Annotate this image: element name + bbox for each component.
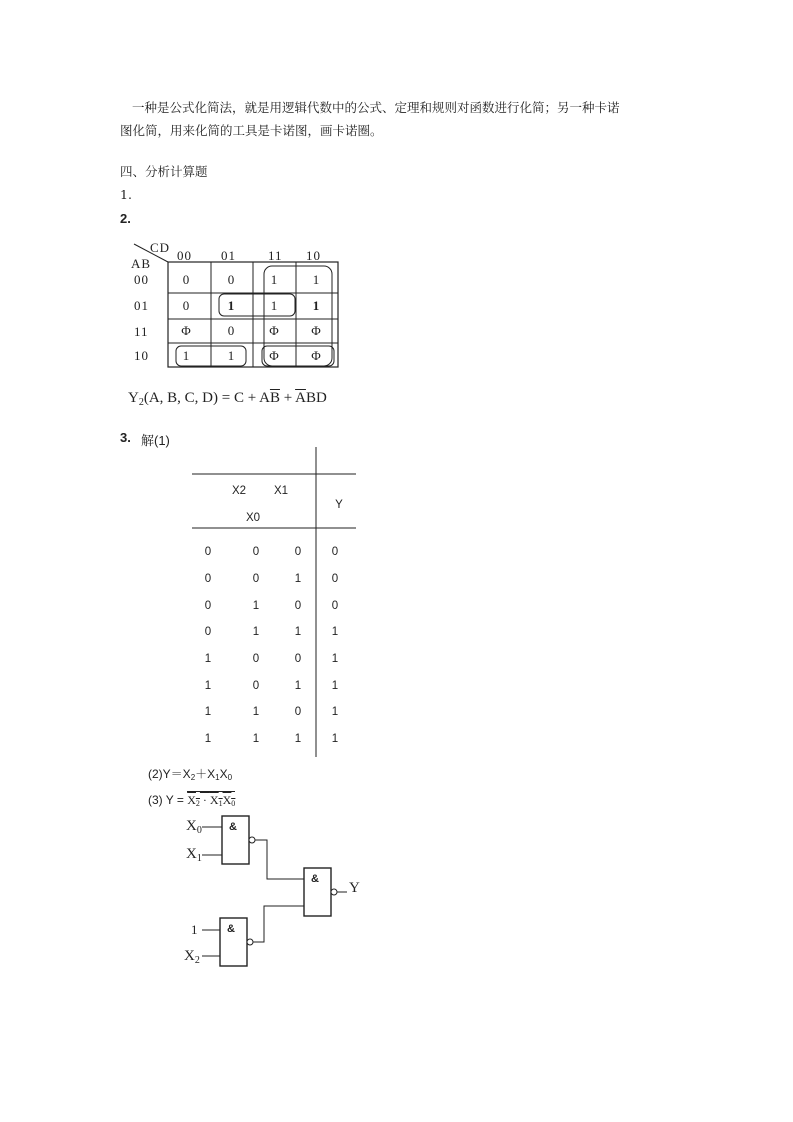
tt-cell: 0 xyxy=(294,706,302,718)
kmap-cell: 1 xyxy=(227,298,235,313)
tt-cell: 1 xyxy=(252,733,260,745)
gate-3-symbol: & xyxy=(311,873,319,885)
part-2-sub1: 1 xyxy=(215,773,220,782)
kmap-col-header-2: 11 xyxy=(268,248,283,263)
part-3-x0: X xyxy=(222,793,232,807)
tt-cell: 0 xyxy=(294,653,302,665)
part-3-x2-sub: 2 xyxy=(195,799,200,808)
tt-cell: 0 xyxy=(204,626,212,638)
tt-cell: 1 xyxy=(204,706,212,718)
kmap-cell: 1 xyxy=(270,272,278,287)
input-x0-label: $X_0$ xyxy=(186,818,202,836)
tt-cell: 0 xyxy=(204,546,212,558)
tt-cell: 1 xyxy=(294,680,302,692)
tt-header-x2: X2 xyxy=(231,485,247,497)
intro-line-1: 一种是公式化简法，就是用逻辑代数中的公式、定理和规则对函数进行化简；另一种卡诺 xyxy=(132,100,620,115)
kmap-row-header-3: 10 xyxy=(134,348,149,363)
kmap-cell: 0 xyxy=(227,272,235,287)
kmap-cell: 1 xyxy=(312,298,320,313)
tt-cell: 1 xyxy=(252,706,260,718)
question-2-label: 2. xyxy=(120,211,131,226)
tt-cell: 1 xyxy=(204,733,212,745)
wire-g1-g3 xyxy=(255,840,304,879)
part-2-expression xyxy=(148,765,232,782)
kmap-col-header-1: 01 xyxy=(221,248,236,263)
kmap-row-header-2: 11 xyxy=(134,324,149,339)
kmap-cell: 1 xyxy=(227,348,235,363)
tt-cell: 1 xyxy=(331,680,339,692)
part-3-prefix: (3) Y = xyxy=(148,793,188,807)
kmap-row-header-1: 01 xyxy=(134,298,149,313)
tt-header-x1: X1 xyxy=(273,485,289,497)
tt-cell: 1 xyxy=(331,653,339,665)
tt-cell: 0 xyxy=(252,546,260,558)
tt-cell: 1 xyxy=(204,680,212,692)
tt-cell: 0 xyxy=(331,546,339,558)
input-one-label: 1 xyxy=(191,922,198,937)
tt-cell: 0 xyxy=(204,600,212,612)
input-x2-label: $X_2$ xyxy=(184,948,200,966)
wire-g2-g3 xyxy=(253,906,304,942)
tt-cell: 0 xyxy=(252,573,260,585)
input-x1-label: $X_1$ xyxy=(186,846,202,864)
kmap-cell: Φ xyxy=(311,323,321,338)
formula-a-bar: $\overline{A}$ xyxy=(295,390,306,406)
tt-header-x0: X0 xyxy=(245,512,261,524)
gate-3-bubble xyxy=(331,889,337,895)
output-y-label: Y xyxy=(349,880,360,896)
kmap-cell: 1 xyxy=(312,272,320,287)
kmap-cell: 1 xyxy=(182,348,190,363)
kmap-cell: Φ xyxy=(311,348,321,363)
part-2-x: X xyxy=(219,767,228,781)
part-3-x1-sub: 1 xyxy=(218,799,223,808)
kmap-formula xyxy=(128,390,327,408)
kmap-cell: 0 xyxy=(227,323,235,338)
formula-y-sub: 2 xyxy=(138,397,144,408)
tt-cell: 1 xyxy=(204,653,212,665)
kmap-cell: Φ xyxy=(269,323,279,338)
tt-cell: 0 xyxy=(294,600,302,612)
part-2-sub2: 2 xyxy=(190,773,196,782)
part-3-x1: X xyxy=(209,793,219,807)
part-2-prefix: (2)Y＝X xyxy=(148,767,191,781)
part-3-x1x0-bar xyxy=(210,793,235,807)
question-1-label: 1. xyxy=(120,187,132,202)
part-3-expression xyxy=(148,791,235,808)
tt-header-y: Y xyxy=(335,499,343,511)
part-3-x2: X xyxy=(187,793,196,807)
intro-line-2: 图化简，用来化简的工具是卡诺图，画卡诺圈。 xyxy=(120,123,383,138)
question-3-label: 3. xyxy=(120,430,131,445)
formula-b-bar: $\overline{B}$ xyxy=(269,390,280,406)
formula-plus: + xyxy=(279,390,296,406)
tt-cell: 0 xyxy=(252,653,260,665)
gate-1-symbol: & xyxy=(229,821,237,833)
tt-cell: 1 xyxy=(294,733,302,745)
tt-cell: 0 xyxy=(331,600,339,612)
kmap-row-var: AB xyxy=(131,256,152,271)
tt-cell: 1 xyxy=(331,733,339,745)
gate-1-bubble xyxy=(249,837,255,843)
formula-bd: BD xyxy=(305,390,327,406)
tt-cell: 0 xyxy=(204,573,212,585)
kmap-cell: 0 xyxy=(182,298,190,313)
gate-2-symbol: & xyxy=(227,923,235,935)
tt-cell: 1 xyxy=(294,626,302,638)
kmap-cell: Φ xyxy=(269,348,279,363)
kmap-cell: Φ xyxy=(181,323,191,338)
tt-cell: 1 xyxy=(331,626,339,638)
tt-cell: 1 xyxy=(252,600,260,612)
part-2-plus: ＋X xyxy=(195,767,216,781)
part-3-x2-bar xyxy=(187,793,200,807)
tt-cell: 0 xyxy=(294,546,302,558)
kmap-cell: 1 xyxy=(270,298,278,313)
part-3-outer-bar xyxy=(187,791,235,808)
part-3-dot: · xyxy=(199,793,210,807)
formula-args: (A, B, C, D) = C + A xyxy=(143,390,270,406)
tt-cell: 0 xyxy=(252,680,260,692)
formula-y: Y xyxy=(128,390,139,406)
tt-cell: 1 xyxy=(252,626,260,638)
part-2-sub0: 0 xyxy=(227,773,233,782)
gate-2-bubble xyxy=(247,939,253,945)
question-3-solve: 解(1) xyxy=(141,433,170,448)
kmap-col-header-3: 10 xyxy=(306,248,321,263)
kmap-row-header-0: 00 xyxy=(134,272,149,287)
tt-cell: 0 xyxy=(331,573,339,585)
tt-cell: 1 xyxy=(294,573,302,585)
kmap-col-var: CD xyxy=(150,240,171,255)
kmap-col-header-0: 00 xyxy=(177,248,192,263)
tt-cell: 1 xyxy=(331,706,339,718)
kmap-cell: 0 xyxy=(182,272,190,287)
section-title: 四、分析计算题 xyxy=(120,164,208,179)
part-3-x0-sub: 0 xyxy=(231,799,236,808)
